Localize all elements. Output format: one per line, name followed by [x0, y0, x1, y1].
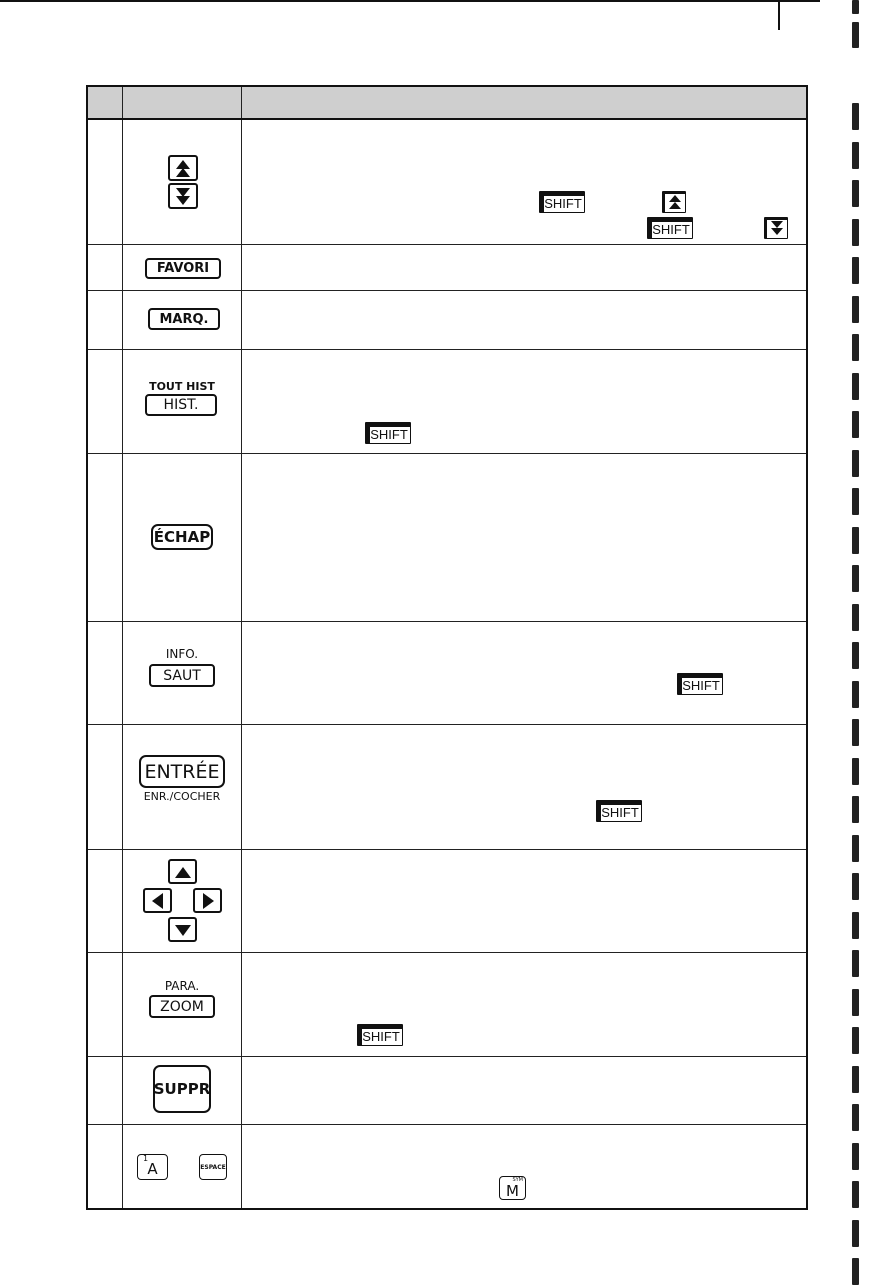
table-row	[88, 1125, 806, 1208]
edge-dash	[852, 912, 859, 939]
letter-a-key[interactable]	[137, 1154, 168, 1180]
edge-dash	[852, 835, 859, 862]
header-cell-number	[88, 87, 123, 118]
table-row	[88, 291, 806, 350]
edge-dash	[852, 604, 859, 631]
edge-dash	[852, 296, 859, 323]
up-arrow-icon	[175, 867, 191, 878]
table-row	[88, 454, 806, 622]
table-row	[88, 245, 806, 291]
edge-dash	[852, 0, 859, 14]
edge-dash	[852, 1027, 859, 1054]
edge-dash	[852, 142, 859, 169]
letter-m-label: M	[506, 1181, 519, 1200]
cursor-down-key[interactable]	[168, 917, 197, 942]
edge-dash	[852, 1258, 859, 1285]
edge-dash	[852, 681, 859, 708]
page-down-key-icon	[764, 217, 788, 239]
right-arrow-icon	[203, 893, 214, 909]
shift-key: SHIFT	[365, 422, 411, 444]
tout-hist-label: TOUT HIST	[149, 380, 215, 393]
edge-dash	[852, 758, 859, 785]
table-row	[88, 850, 806, 953]
edge-dash	[852, 1104, 859, 1131]
enr-cocher-label: ENR./COCHER	[143, 790, 221, 803]
shift-key: SHIFT	[539, 191, 585, 213]
header-cell-description	[242, 87, 806, 118]
shift-key: SHIFT	[677, 673, 723, 695]
edge-dash	[852, 257, 859, 284]
sym-label: SYM	[512, 1177, 523, 1183]
table-row	[88, 622, 806, 725]
edge-dash	[852, 950, 859, 977]
entree-key[interactable]: ENTRÉE	[139, 755, 225, 788]
top-rule	[0, 0, 820, 2]
edge-dash	[852, 527, 859, 554]
echap-key[interactable]: ÉCHAP	[151, 524, 213, 550]
edge-dash	[852, 989, 859, 1016]
zoom-key[interactable]: ZOOM	[149, 995, 215, 1018]
down-arrow-icon	[175, 925, 191, 936]
edge-dash	[852, 1066, 859, 1093]
marq-key[interactable]: MARQ.	[148, 308, 220, 330]
edge-dash	[852, 1220, 859, 1247]
cursor-up-key[interactable]	[168, 859, 197, 884]
edge-dash	[852, 373, 859, 400]
edge-dash	[852, 180, 859, 207]
edge-dash	[852, 411, 859, 438]
favori-key[interactable]: FAVORI	[145, 258, 221, 279]
top-rule-tick	[778, 0, 780, 30]
table-row	[88, 350, 806, 454]
table-header	[88, 87, 806, 120]
para-label: PARA.	[164, 979, 200, 993]
edge-dash	[852, 719, 859, 746]
espace-key[interactable]: ESPACE	[199, 1154, 227, 1180]
page-up-key-icon	[662, 191, 686, 213]
table-row	[88, 725, 806, 850]
header-cell-key	[123, 87, 242, 118]
page-down-key[interactable]	[168, 183, 198, 209]
edge-dash	[852, 488, 859, 515]
shift-key: SHIFT	[596, 800, 642, 822]
left-arrow-icon	[152, 893, 163, 909]
key-table	[86, 85, 808, 1210]
shift-key: SHIFT	[647, 217, 693, 239]
suppr-key[interactable]: SUPPR	[153, 1065, 211, 1113]
edge-dash-rail	[852, 0, 860, 1259]
edge-dash	[852, 1143, 859, 1170]
info-label: INFO.	[165, 647, 199, 661]
table-row	[88, 120, 806, 245]
number-1-label: 1	[143, 1154, 149, 1163]
edge-dash	[852, 450, 859, 477]
saut-key[interactable]: SAUT	[149, 664, 215, 687]
edge-dash	[852, 22, 859, 48]
edge-dash	[852, 873, 859, 900]
m-sym-key-icon	[499, 1176, 526, 1200]
edge-dash	[852, 334, 859, 361]
edge-dash	[852, 1181, 859, 1208]
edge-dash	[852, 219, 859, 246]
edge-dash	[852, 103, 859, 130]
shift-key: SHIFT	[357, 1024, 403, 1046]
cursor-left-key[interactable]	[143, 888, 172, 913]
edge-dash	[852, 796, 859, 823]
cursor-right-key[interactable]	[193, 888, 222, 913]
page-up-key[interactable]	[168, 155, 198, 181]
edge-dash	[852, 642, 859, 669]
table-row	[88, 953, 806, 1057]
edge-dash	[852, 565, 859, 592]
hist-key[interactable]: HIST.	[145, 394, 217, 416]
letter-a-label: A	[147, 1160, 158, 1178]
table-row	[88, 1057, 806, 1125]
